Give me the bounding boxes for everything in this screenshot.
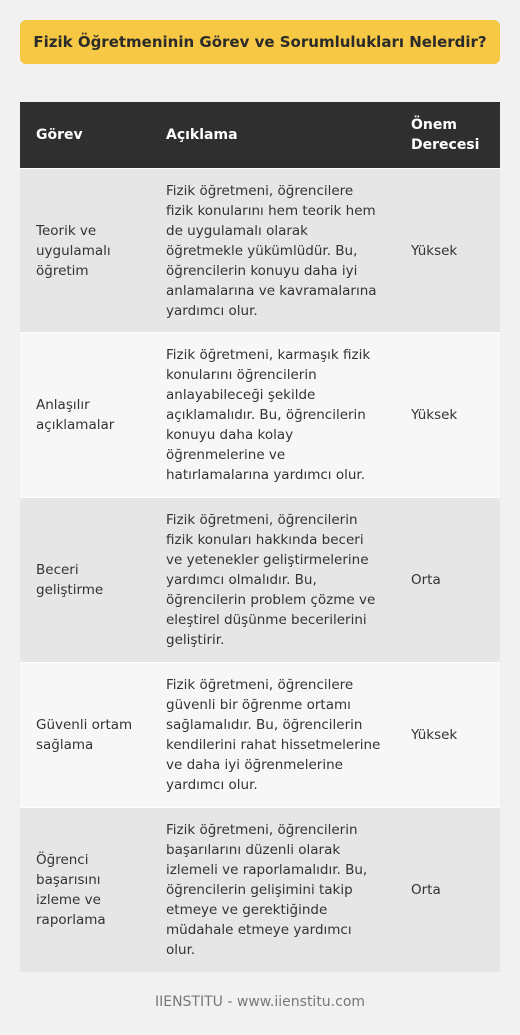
task-cell: Beceri geliştirme: [20, 498, 150, 663]
importance-cell: Yüksek: [395, 663, 500, 808]
table-row: [20, 663, 500, 808]
description-cell: Fizik öğretmeni, karmaşık fizik konularını öğrencilerin anlayabileceği şekilde açıklamalıdır. Bu, öğrencilerin konuyu daha kolay öğrenmelerine ve hatırlamalarına yardımcı olur.: [150, 333, 395, 498]
header-importance: Önem Derecesi: [395, 102, 500, 169]
task-cell: Güvenli ortam sağlama: [20, 663, 150, 808]
task-cell: Teorik ve uygulamalı öğretim: [20, 169, 150, 333]
description-cell: Fizik öğretmeni, öğrencilerin başarılarını düzenli olarak izlemeli ve raporlamalıdır. Bu, öğrencilerin gelişimini takip etmeye ve gerektiğinde müdahale etmeye yardımcı olur.: [150, 808, 395, 972]
table-row: [20, 169, 500, 333]
page-title: [20, 20, 500, 64]
description-cell: Fizik öğretmeni, öğrencilere fizik konularını hem teorik hem de uygulamalı olarak öğretmekle yükümlüdür. Bu, öğrencilerin konuyu daha iyi anlamalarına ve kavramalarına yardımcı olur.: [150, 169, 395, 333]
table-header-row: [20, 102, 500, 169]
table-row: [20, 498, 500, 663]
importance-cell: Yüksek: [395, 169, 500, 333]
importance-cell: Orta: [395, 498, 500, 663]
importance-cell: Orta: [395, 808, 500, 972]
importance-cell: Yüksek: [395, 333, 500, 498]
description-cell: Fizik öğretmeni, öğrencilere güvenli bir öğrenme ortamı sağlamalıdır. Bu, öğrencilerin kendilerini rahat hissetmelerine ve daha iyi öğrenmelerine yardımcı olur.: [150, 663, 395, 808]
table-row: [20, 808, 500, 972]
task-cell: Öğrenci başarısını izleme ve raporlama: [20, 808, 150, 972]
header-description: Açıklama: [150, 102, 395, 169]
description-cell: Fizik öğretmeni, öğrencilerin fizik konuları hakkında beceri ve yetenekler geliştirmelerine yardımcı olmalıdır. Bu, öğrencilerin problem çözme ve eleştirel düşünme becerilerini geliştirir.: [150, 498, 395, 663]
duties-table: [20, 102, 500, 972]
table-row: [20, 333, 500, 498]
task-cell: Anlaşılır açıklamalar: [20, 333, 150, 498]
footer-credit: IIENSTITU - www.iienstitu.com: [154, 994, 366, 1010]
header-task: Görev: [20, 102, 150, 169]
page-title-text: Fizik Öğretmeninin Görev ve Sorumlulukları Nelerdir?: [33, 33, 487, 51]
